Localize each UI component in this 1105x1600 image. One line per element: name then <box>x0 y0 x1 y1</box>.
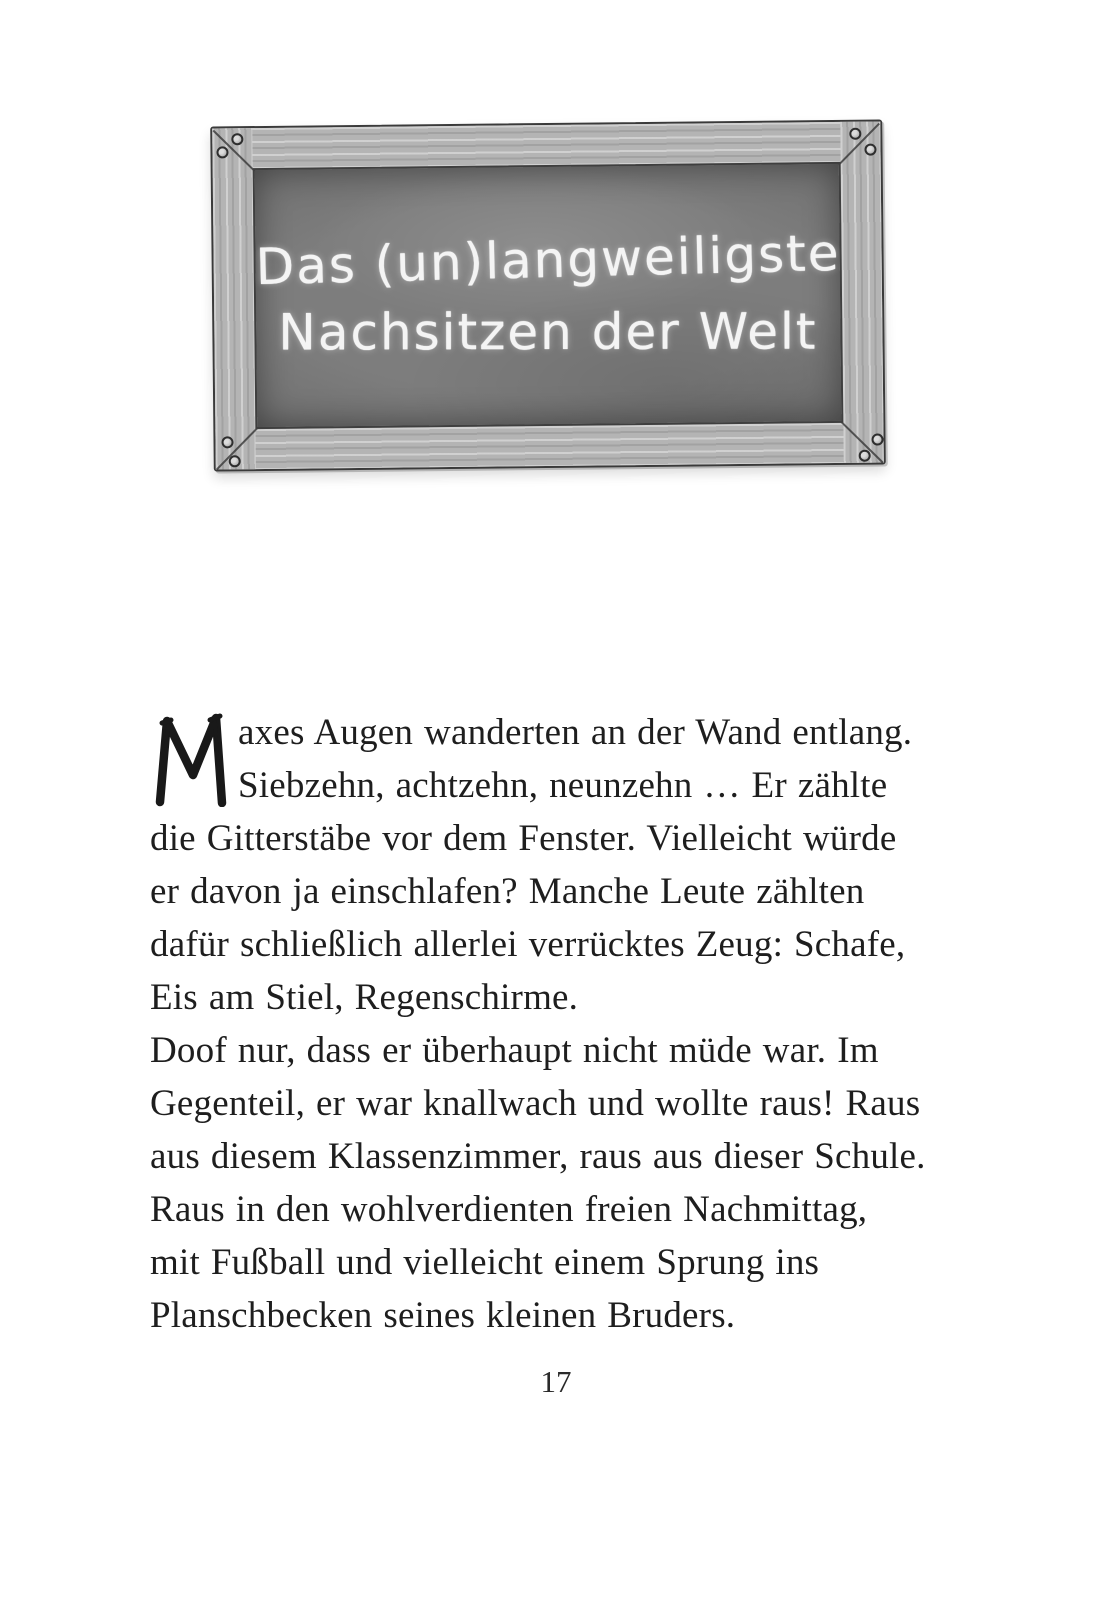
screw-icon <box>871 433 883 445</box>
text-line: die Gitterstäbe vor dem Fenster. Vielleicht würde <box>150 818 897 859</box>
dropcap-m-crayon <box>150 711 232 807</box>
chalkboard-frame-right <box>840 122 884 463</box>
chapter-title-line-2: Nachsitzen der Welt <box>278 302 818 361</box>
text-line: er davon ja einschlafen? Manche Leute zählten <box>150 871 865 912</box>
screw-icon <box>849 128 861 140</box>
chapter-title-line-1: Das (un)langweiligste <box>254 223 841 296</box>
text-line: Doof nur, dass er überhaupt nicht müde war. Im <box>150 1030 879 1071</box>
chalkboard-frame-left <box>212 128 256 469</box>
text-line: Siebzehn, achtzehn, neunzehn … Er zählte <box>238 765 888 806</box>
screw-icon <box>231 133 243 145</box>
text-line: axes Augen wanderten an der Wand entlang. <box>238 712 913 753</box>
chalkboard-frame-bottom <box>215 422 883 469</box>
text-line: mit Fußball und vielleicht einem Sprung ins <box>150 1242 820 1283</box>
text-line: Eis am Stiel, Regenschirme. <box>150 977 579 1018</box>
text-line: Planschbecken seines kleinen Bruders. <box>150 1295 736 1336</box>
text-line: aus diesem Klassenzimmer, raus aus dieser Schule. <box>150 1136 926 1177</box>
screw-icon <box>864 144 876 156</box>
screw-icon <box>859 450 871 462</box>
chalkboard-illustration <box>210 119 886 471</box>
chalkboard-frame-top <box>212 122 880 169</box>
screw-icon <box>221 436 233 448</box>
screw-icon <box>216 146 228 158</box>
screw-icon <box>229 455 241 467</box>
text-line: Raus in den wohlverdienten freien Nachmittag, <box>150 1189 868 1230</box>
text-line: Gegenteil, er war knallwach und wollte raus! Raus <box>150 1083 921 1124</box>
body-text <box>150 706 962 1342</box>
chalkboard-surface <box>253 162 844 429</box>
page-number: 17 <box>540 1364 572 1399</box>
text-line: dafür schließlich allerlei verrücktes Zeug: Schafe, <box>150 924 906 965</box>
